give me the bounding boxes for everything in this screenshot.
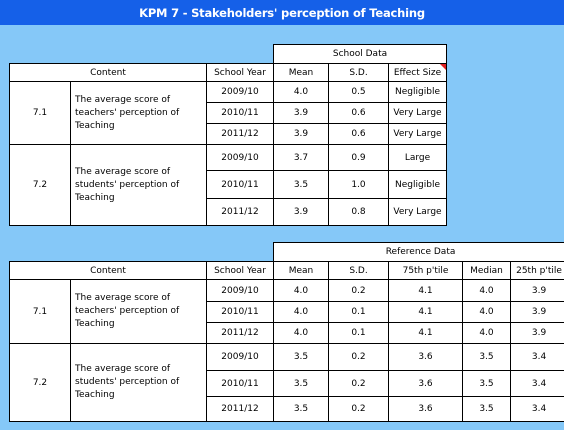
cell-25th-ptile: 3.9	[511, 302, 564, 323]
cell-sd: 0.8	[329, 199, 389, 226]
cell-year: 2010/11	[207, 302, 274, 323]
kpm-id: 7.1	[10, 82, 71, 145]
col-header-mean: Mean	[274, 262, 329, 280]
cell-median: 4.0	[463, 302, 511, 323]
cell-mean: 3.5	[274, 171, 329, 199]
cell-75th-ptile: 4.1	[389, 323, 463, 344]
cell-mean: 3.7	[274, 145, 329, 171]
cell-mean: 4.0	[274, 280, 329, 302]
cell-year: 2011/12	[207, 124, 274, 145]
cell-75th-ptile: 3.6	[389, 371, 463, 397]
table-row	[10, 280, 564, 302]
kpm-id: 7.2	[10, 145, 71, 226]
reference-data-table	[9, 242, 564, 422]
kpm-description: The average score of students' perception of Teaching	[71, 145, 207, 226]
cell-year: 2009/10	[207, 344, 274, 371]
cell-year: 2011/12	[207, 323, 274, 344]
cell-year: 2009/10	[207, 82, 274, 103]
cell-median: 3.5	[463, 344, 511, 371]
cell-mean: 3.9	[274, 199, 329, 226]
cell-25th-ptile: 3.9	[511, 280, 564, 302]
cell-sd: 0.6	[329, 124, 389, 145]
kpm-description: The average score of teachers' perception of Teaching	[71, 82, 207, 145]
cell-mean: 3.5	[274, 371, 329, 397]
cell-sd: 0.1	[329, 302, 389, 323]
cell-25th-ptile: 3.4	[511, 344, 564, 371]
cell-mean: 3.9	[274, 103, 329, 124]
cell-sd: 0.6	[329, 103, 389, 124]
col-header-effect-size[interactable]	[389, 64, 447, 82]
cell-mean: 4.0	[274, 323, 329, 344]
cell-median: 3.5	[463, 397, 511, 422]
cell-25th-ptile: 3.4	[511, 397, 564, 422]
cell-sd: 1.0	[329, 171, 389, 199]
col-header-sd: S.D.	[329, 262, 389, 280]
col-header-effect-size-label: Effect Size	[393, 67, 442, 78]
cell-year: 2011/12	[207, 199, 274, 226]
reference-data-group-header: Reference Data	[274, 243, 564, 262]
kpm-id: 7.2	[10, 344, 71, 422]
school-data-table	[9, 44, 447, 226]
cell-median: 4.0	[463, 323, 511, 344]
school-data-group-header: School Data	[274, 45, 447, 64]
cell-mean: 3.5	[274, 397, 329, 422]
cell-sd: 0.9	[329, 145, 389, 171]
cell-year: 2010/11	[207, 371, 274, 397]
cell-sd: 0.2	[329, 371, 389, 397]
cell-year: 2010/11	[207, 171, 274, 199]
kpm-description: The average score of students' perception of Teaching	[71, 344, 207, 422]
cell-mean: 4.0	[274, 82, 329, 103]
col-header-25th-ptile: 25th p'tile	[511, 262, 564, 280]
col-header-75th-ptile: 75th p'tile	[389, 262, 463, 280]
cell-year: 2010/11	[207, 103, 274, 124]
cell-sd: 0.2	[329, 344, 389, 371]
cell-effect-size: Negligible	[389, 82, 447, 103]
cell-year: 2009/10	[207, 280, 274, 302]
col-header-content: Content	[10, 64, 207, 82]
table-row	[10, 82, 447, 103]
col-header-content: Content	[10, 262, 207, 280]
comment-indicator-icon	[440, 64, 446, 70]
cell-effect-size: Very Large	[389, 124, 447, 145]
cell-mean: 3.5	[274, 344, 329, 371]
cell-sd: 0.2	[329, 397, 389, 422]
cell-25th-ptile: 3.9	[511, 323, 564, 344]
cell-75th-ptile: 4.1	[389, 280, 463, 302]
kpm-description: The average score of teachers' perception of Teaching	[71, 280, 207, 344]
cell-sd: 0.1	[329, 323, 389, 344]
cell-25th-ptile: 3.4	[511, 371, 564, 397]
col-header-median: Median	[463, 262, 511, 280]
col-header-mean: Mean	[274, 64, 329, 82]
cell-mean: 3.9	[274, 124, 329, 145]
cell-year: 2009/10	[207, 145, 274, 171]
kpm-id: 7.1	[10, 280, 71, 344]
col-header-school-year: School Year	[207, 262, 274, 280]
cell-75th-ptile: 3.6	[389, 344, 463, 371]
cell-75th-ptile: 4.1	[389, 302, 463, 323]
cell-mean: 4.0	[274, 302, 329, 323]
cell-75th-ptile: 3.6	[389, 397, 463, 422]
col-header-school-year: School Year	[207, 64, 274, 82]
cell-median: 3.5	[463, 371, 511, 397]
cell-effect-size: Very Large	[389, 103, 447, 124]
cell-effect-size: Very Large	[389, 199, 447, 226]
col-header-sd: S.D.	[329, 64, 389, 82]
cell-effect-size: Negligible	[389, 171, 447, 199]
table-row	[10, 344, 564, 371]
cell-effect-size: Large	[389, 145, 447, 171]
cell-sd: 0.5	[329, 82, 389, 103]
cell-median: 4.0	[463, 280, 511, 302]
table-row	[10, 145, 447, 171]
page-title: KPM 7 - Stakeholders' perception of Teaching	[0, 0, 564, 25]
cell-sd: 0.2	[329, 280, 389, 302]
cell-year: 2011/12	[207, 397, 274, 422]
